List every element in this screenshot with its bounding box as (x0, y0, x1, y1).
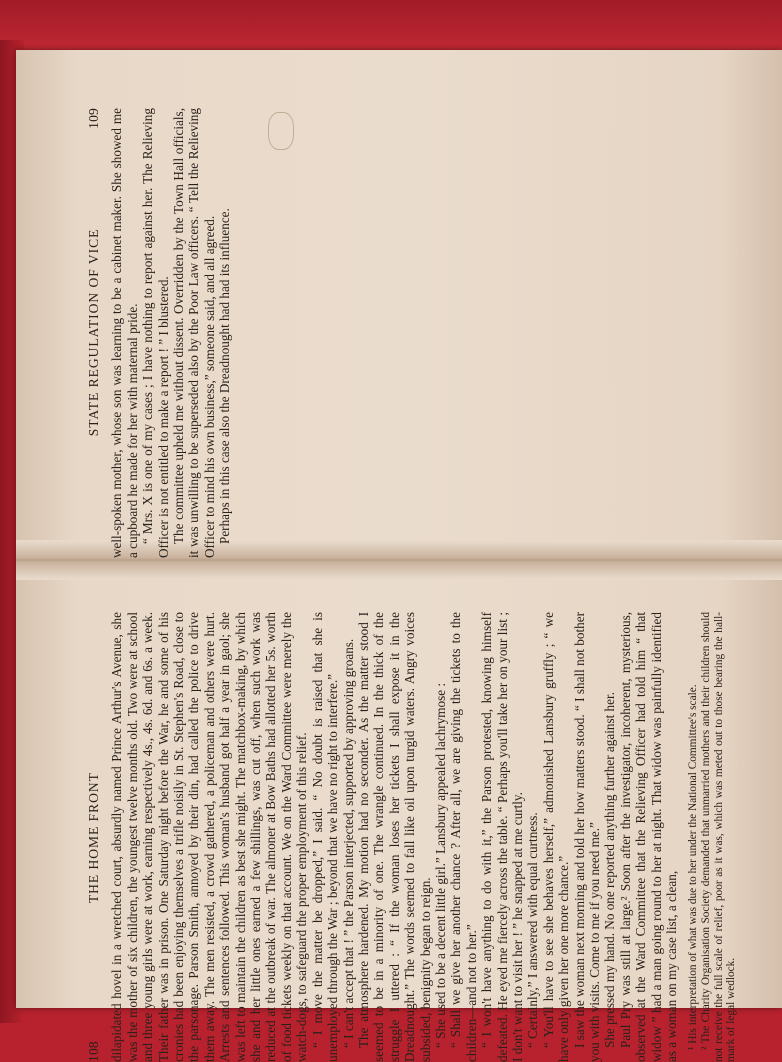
paragraph: “ I move the matter be dropped,” I said. “ No doubt is raised that she is unemployed through the War ; beyond that we have no right to interfere.” (309, 612, 341, 1062)
paragraph: dilapidated hovel in a wretched court, absurdly named Prince Arthur's Avenue, she was the mother of six children, the youngest twelve months old. Two were at school and three young girls were at work, earning respectively 4s., 4s. 6d. and 6s. a week. Their father was in prison. One Saturday night before the War, he and some of his cronies had been enjoying themselves a trifle noisily in St. Stephen's Road, close to the parsonage. Parson Smith, annoyed by their din, had called the police to drive them away. The men resisted, a crowd gathered, a policeman and others were hurt. Arrests and sentences followed. This woman's husband got half a year in gaol; she was left to maintain the children as best she might. The matchbox-making, by which she and her little ones earned a few shillings, was cut off, when such work was reduced at the outbreak of war. The almoner at Bow Baths had allotted her 5s. worth of food tickets weekly on that account. We on the Ward Committee were merely the watch-dogs, to safeguard the proper employment of this relief. (109, 612, 310, 1062)
paragraph: “ Certainly,” I answered with equal curtness. (525, 812, 541, 1048)
paragraph: “ She used to be a decent little girl.” Lansbury appealed lachrymose : (432, 682, 448, 1048)
running-head-title: THE HOME FRONT (86, 772, 101, 904)
page-stain (268, 112, 294, 150)
paragraph: “ I can't accept that ! ” the Parson interjected, supported by approving groans. (340, 638, 356, 1048)
paragraph: “ Shall we give her another chance ? After all, we are giving the tickets to the children—and not to her.” (448, 612, 479, 1062)
page-109 (86, 108, 233, 558)
running-head-title: STATE REGULATION OF VICE (86, 228, 101, 437)
paragraph: I saw the woman next morning and told her how matters stood. “ I shall not bother you with visits. Come to me if you need me.” (571, 612, 602, 1062)
paragraph: “ You'll have to see she behaves herself,” admonished Lansbury gruffly ; “ we have only given her one more chance.” (540, 612, 572, 1062)
paragraph: “ Mrs. X is one of my cases ; I have nothing to report against her. The Relieving Officer is not entitled to make a report ! ” I blustered. (140, 108, 171, 558)
open-book (16, 50, 782, 1062)
paragraph: The committee upheld me without dissent. Overridden by the Town Hall officials, it was unwilling to be superseded also by the Poor Law officers. “ Tell the Relieving Officer to mind his own business,” someone said, and all agreed. (171, 108, 217, 558)
running-header-109 (86, 108, 101, 558)
running-header-108 (86, 612, 101, 1062)
paragraph: Perhaps in this case also the Dreadnought had had its influence. (217, 208, 233, 544)
page-number: 108 (86, 1041, 101, 1062)
page-108 (86, 612, 738, 1062)
footnote: ¹ His interpretation of what was due to her under the National Committee's scale. (687, 684, 700, 1050)
body-text-109 (109, 108, 232, 558)
paragraph: “ I won't have anything to do with it,” the Parson protested, knowing himself defeated. He eyed me fiercely across the table. “ Perhaps you'll take her on your list ; I don't want to visit her ! ” he snapped at me curtly. (479, 612, 525, 1062)
paragraph: Paul Pry was still at large.² Soon after the investigator, incoherent, mysterious, observed at the Ward Committee that the Relieving Officer had told him “ that widow ” had a man going round to her at night. That widow was painfully identified as a woman on my case list, a clean, (617, 612, 680, 1062)
footnote: ² The Charity Organisation Society demanded that unmarried mothers and their children should not receive the full scale of relief, poor as it was, which was meted out to those bearing the hall-mark of legal wedlock. (700, 612, 738, 1062)
body-text-108 (109, 612, 679, 1062)
paragraph: The atmosphere hardened. My motion had no seconder. As the matter stood I seemed to be in a minority of one. The wrangle continued. In the thick of the struggle I uttered : “ If the woman loses her tickets I shall expose it in the Dreadnought.” The words seemed to fall like oil upon turgid waters. Angry voices subsided, benignity began to reign. (355, 612, 433, 1062)
page-number: 109 (86, 108, 101, 129)
paragraph: She pressed my hand. No one reported anything further against her. (602, 692, 618, 1048)
paragraph: well-spoken mother, whose son was learning to be a cabinet maker. She showed me a cupboard he made for her with maternal pride. (109, 108, 140, 558)
footnotes-108 (687, 612, 737, 1062)
